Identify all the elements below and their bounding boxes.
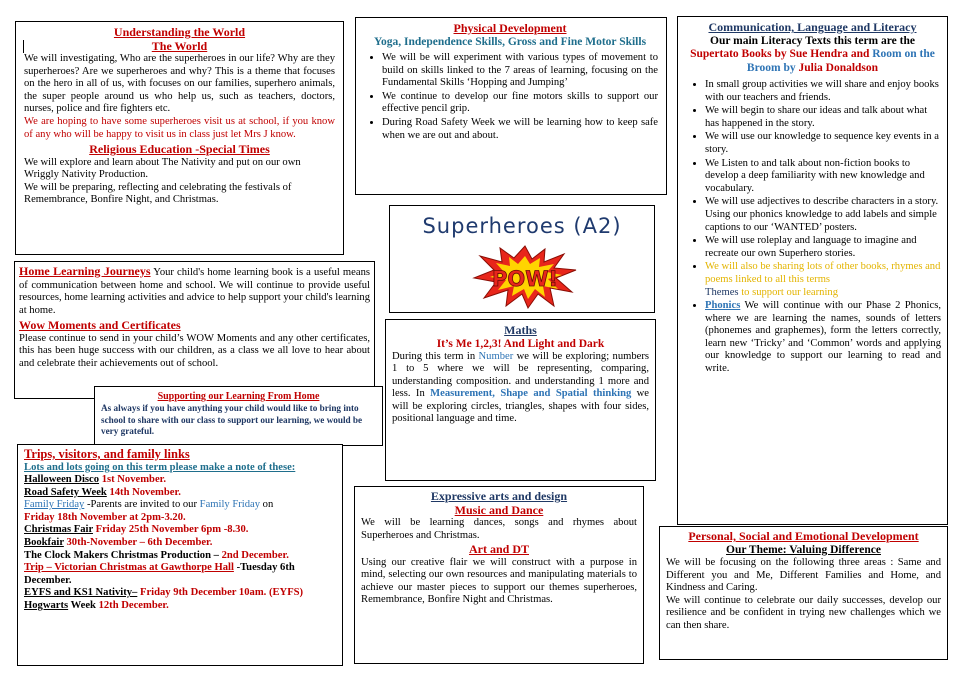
literacy-item — [705, 195, 941, 234]
christmas-fair-date: Friday 25th November 6pm -8.30. — [95, 524, 249, 536]
trip-road-safety — [24, 487, 336, 500]
physical-development-subheading: Yoga, Independence Skills, Gross and Fine Motor Skills — [373, 35, 647, 48]
phonics-text: We will continue with our Phase 2 Phonics, where we are learning the names, sounds of letters (phonemes and graphemes), form the letters correctly, learn new ‘Tricky’ and ‘Common’ words and applying our knowledge to support our learning to read and write. — [705, 300, 941, 375]
bookfair-date: 30th-November – 6th December. — [66, 537, 213, 549]
physical-item: • We continue to develop our fine motors skills to support our effective pencil grip. — [382, 90, 658, 116]
the-world-subheading: The World — [151, 38, 208, 53]
trips-subheading: Lots and lots going on this term please make a note of these: — [24, 461, 296, 473]
art-dt-heading: Art and DT — [468, 542, 529, 557]
physical-development-heading: Physical Development — [453, 21, 567, 35]
religious-education-text-1: We will explore and learn about The Nativity and put on our own Wriggly Nativity Production. — [24, 156, 301, 181]
road-safety-label: Road Safety Week — [24, 486, 107, 498]
physical-item: • We will be will experiment with various types of movement to build on skills linked to the 7 areas of learning, focusing on the Fundamental Skills ‘Hopping and Jumping’ — [382, 51, 658, 90]
maths-text-3: we will be exploring circles, triangles, shapes with four sides, positional language and time. — [392, 388, 649, 425]
hogwarts-date: 12th December. — [98, 600, 169, 612]
family-friday-text: -Parents are invited to our — [86, 499, 198, 511]
understanding-world-box — [15, 21, 344, 255]
family-friday-on: on — [262, 499, 274, 511]
pow-text: POW! — [492, 267, 558, 291]
book-title-room-on-broom: Room on the Broom — [746, 48, 935, 74]
literacy-item: • We will use roleplay and language to imagine and recreate our own Superhero stories. — [705, 234, 941, 260]
trip-bookfair — [24, 537, 336, 550]
home-learning-heading: Home Learning Journeys — [19, 264, 151, 278]
phonics-label: Phonics — [705, 300, 741, 312]
trip-halloween — [24, 474, 336, 487]
maths-text-1: During this term in — [392, 350, 476, 362]
literacy-item-phonics — [705, 299, 941, 376]
pse-text-1: We will be focusing on the following three areas : Same and Different you and Me, Different Families and Home, and Kindness and Caring. — [666, 557, 941, 594]
halloween-date: 1st November. — [101, 474, 167, 486]
page-title: Superheroes (A2) — [422, 214, 622, 238]
pse-subheading: Our Theme: Valuing Difference — [726, 543, 881, 556]
sharing-books-text: We will also be sharing lots of other books, rhymes and poems linked to all this terms — [705, 261, 941, 285]
road-safety-date: 14th November. — [109, 486, 181, 498]
halloween-label: Halloween Disco — [24, 474, 100, 486]
literacy-item-gold — [705, 260, 941, 299]
gawthorpe-date: -Tuesday 6th December. — [24, 562, 295, 586]
understanding-world-text: We will investigating, Who are the superheroes in our life? Why are they superheroes? Are we superheroes and why? This is a theme that focuses on the hero in all of us, with focuses on our families, superhero animals, the super people around us who help us, such as teachers, doctors, nurses, police and fire fighters etc. — [24, 53, 335, 115]
maths-box — [385, 319, 656, 481]
family-friday-word: Family Friday — [199, 499, 260, 511]
family-friday-label: Family Friday — [24, 499, 85, 511]
maths-text-2: we will be exploring; numbers 1 to 5 where we will be representing, comparing, understanding composition. and understanding 1 more and less. In — [392, 350, 650, 400]
communication-heading: Communication, Language and Literacy — [708, 20, 917, 34]
music-dance-text: We will be learning dances, songs and rhymes about Superheroes and Christmas. — [361, 517, 637, 541]
book-by: by — [783, 61, 796, 74]
trip-family-friday — [24, 499, 336, 524]
home-learning-body: Your child's home learning book is a useful means of communication between home and school. We will continue to provide useful resources, home learning activities and advice to help support your child's learning at home. — [19, 267, 370, 316]
trips-heading: Trips, visitors, and family links — [24, 447, 190, 461]
maths-heading: Maths — [504, 323, 537, 337]
pse-heading: Personal, Social and Emotional Development — [688, 529, 919, 543]
supporting-learning-heading: Supporting our Learning From Home — [157, 391, 320, 402]
literacy-item: • We Listen to and talk about non-fiction books to develop a deep familiarity with new knowledge and vocabulary. — [705, 157, 941, 196]
maths-text — [392, 351, 649, 427]
communication-box — [677, 16, 948, 525]
hogwarts-label: Hogwarts — [24, 600, 69, 612]
home-learning-text — [19, 265, 370, 317]
art-dt-text: Using our creative flair we will construct with a purpose in mind, selecting our own resources and manipulating materials to achieve our master pieces to support our themes superheroes, Remembrance, Bonfire Night and Christmas. — [361, 556, 637, 606]
literacy-texts-intro — [684, 35, 941, 76]
understanding-world-heading: Understanding the World — [113, 25, 246, 39]
literacy-item: • We will begin to share our ideas and talk about what has happened in the story. — [705, 104, 941, 130]
wanted-posters-text: Using our phonics knowledge to add labels and simple captions to our ‘WANTED’ posters. — [705, 208, 937, 233]
expressive-arts-box — [354, 486, 644, 664]
trips-box — [17, 444, 343, 666]
book-author-julia: Julia Donaldson — [798, 61, 879, 74]
home-learning-box — [14, 261, 375, 399]
bookfair-label: Bookfair — [24, 537, 64, 549]
literacy-item: • We will use our knowledge to sequence key events in a story. — [705, 130, 941, 156]
wow-moments-heading: Wow Moments and Certificates — [19, 318, 181, 333]
gawthorpe-label: Trip – Victorian Christmas at Gawthorpe Hall — [24, 562, 234, 574]
text-cursor — [23, 40, 24, 53]
physical-item: • During Road Safety Week we will be learning how to keep safe when we are out and about. — [382, 116, 658, 142]
clock-makers-label: The Clock Makers Christmas Production – — [24, 549, 219, 561]
pse-box — [659, 526, 948, 660]
family-friday-date: Friday 18th November at 2pm-3.20. — [24, 511, 186, 523]
physical-development-box — [355, 17, 667, 195]
maths-measurement-words: Measurement, Shape and Spatial thinking — [430, 388, 632, 400]
book-title-supertato: Supertato — [690, 48, 739, 60]
trip-nativity — [24, 587, 336, 600]
trip-christmas-fair — [24, 524, 336, 537]
christmas-fair-label: Christmas Fair — [24, 524, 93, 536]
supporting-learning-text: As always if you have anything your child would like to bring into school to share with our class to support our learning, we would be very grateful. — [101, 403, 363, 436]
expressive-arts-heading: Expressive arts and design — [430, 489, 568, 503]
pow-graphic — [470, 244, 580, 310]
themes-word: Themes — [705, 286, 739, 298]
maths-number-word: Number — [478, 350, 514, 362]
pse-text-2: We will continue to celebrate our daily successes, develop our resilience and be confident in trying new challenges which we can then share. — [666, 594, 941, 631]
trip-hogwarts — [24, 600, 336, 613]
nativity-date: Friday 9th December 10am. (EYFS) — [139, 587, 304, 599]
book-author-supertato: Books by Sue Hendra and — [741, 48, 870, 60]
nativity-label: EYFS and KS1 Nativity– — [24, 587, 138, 599]
themes-rest-text: to support our learning — [741, 286, 839, 298]
clock-makers-date: 2nd December. — [221, 549, 289, 561]
music-dance-heading: Music and Dance — [454, 502, 544, 517]
wow-moments-text: Please continue to send in your child’s WOW Moments and any other certificates, this has been huge success with our children, as a class we all love to hear about and celebrate their achievements out of school. — [19, 332, 370, 370]
trip-gawthorpe — [24, 562, 336, 587]
literacy-item: • In small group activities we will share and enjoy books with our teachers and friends. — [705, 78, 941, 104]
hogwarts-week-word: Week — [70, 600, 96, 612]
trip-clock-makers — [24, 550, 336, 563]
maths-subheading: It’s Me 1,2,3! And Light and Dark — [436, 337, 605, 350]
supporting-learning-box — [94, 386, 383, 446]
literacy-intro-text: Our main Literacy Texts this term are the — [710, 34, 915, 47]
religious-education-heading: Religious Education -Special Times — [89, 142, 270, 157]
religious-education-text-2: We will be preparing, reflecting and celebrating the festivals of Remembrance, Bonfire Night, and Christmas. — [24, 181, 292, 206]
adjectives-text: We will use adjectives to describe characters in a story. — [705, 196, 939, 208]
title-box — [389, 205, 655, 313]
superhero-visit-text: We are hoping to have some superheroes visit us at school, if you know of any who will be happy to visit us in class just let Mrs J know. — [24, 115, 335, 140]
